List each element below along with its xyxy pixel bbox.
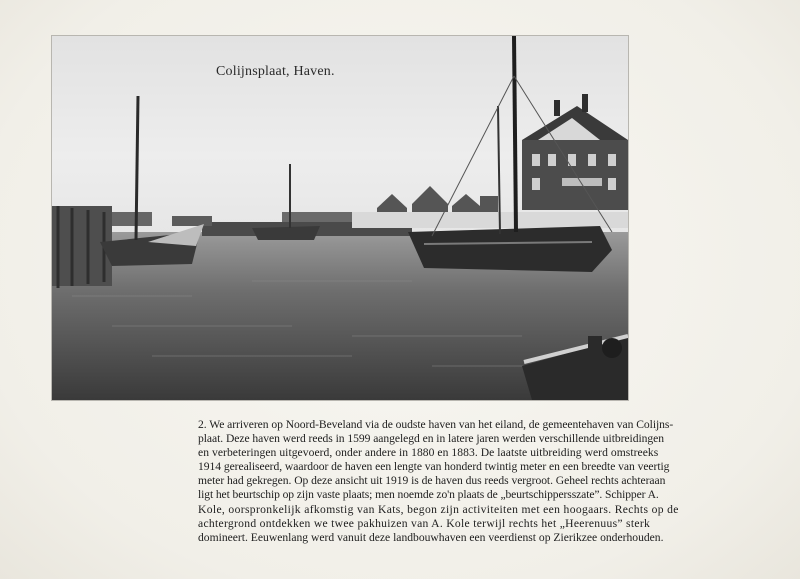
description-line: en verbeteringen uitgevoerd, onder andere in 1880 en 1883. De laatste uitbreiding werd omstreeks <box>198 446 659 460</box>
description-line: ligt het beurtschip op zijn vaste plaats; men noemde zo'n plaats de „beurtschippersszate”. Schipper A. <box>198 488 659 502</box>
description-line: achtergrond ontdekken we twee pakhuizen van A. Kole terwijl rechts het „Heerenuus” sterk <box>198 516 651 530</box>
description-line: Kole, oorspronkelijk afkomstig van Kats, begon zijn activiteiten met een hoogaars. Rechts op de <box>198 502 679 516</box>
harbour-photograph <box>52 36 628 400</box>
description-line: 1914 gerealiseerd, waardoor de haven een lengte van honderd twintig meter en een breedte van veertig <box>198 460 670 474</box>
description-line: domineert. Eeuwenlang werd vanuit deze landbouwhaven een veerdienst op Zierikzee onderhouden. <box>198 530 664 544</box>
description-paragraph <box>198 418 726 545</box>
photo-caption: Colijnsplaat, Haven. <box>216 64 335 79</box>
description-line: 2. We arriveren op Noord-Beveland via de oudste haven van het eiland, de gemeentehaven van Colijns- <box>198 418 674 431</box>
description-line: plaat. Deze haven werd reeds in 1599 aangelegd en in latere jaren werden verschillende uitbreidingen <box>198 432 664 446</box>
description-line: meter had gekregen. Op deze ansicht uit 1919 is de haven dus reeds vergroot. Geheel rechts achteraan <box>198 474 666 488</box>
